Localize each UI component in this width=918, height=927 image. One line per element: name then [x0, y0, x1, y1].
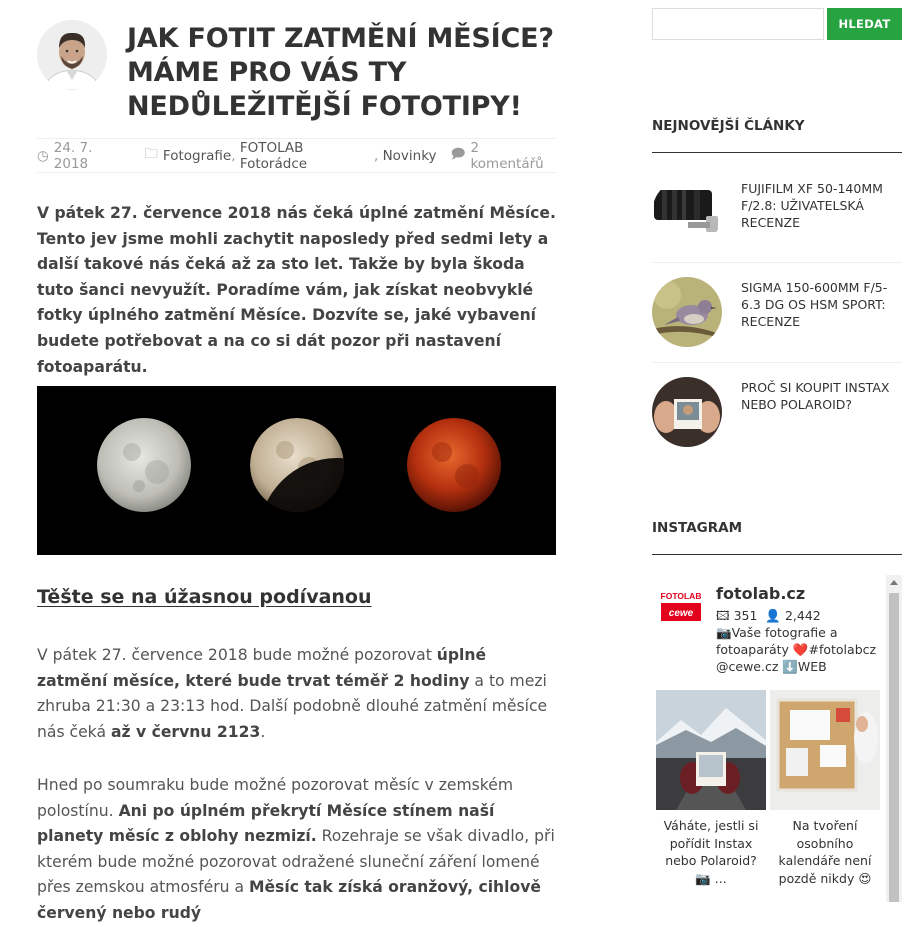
category-link-fotografie[interactable]: Fotografie: [162, 147, 232, 164]
latest-post-title[interactable]: SIGMA 150-600MM F/5-6.3 DG OS HSM SPORT: RECENZE: [741, 280, 888, 329]
author-avatar[interactable]: [37, 20, 107, 90]
logo-text-bottom: cewe: [668, 608, 694, 619]
comments-link[interactable]: 2 komentářů: [470, 139, 544, 172]
bird-thumbnail[interactable]: [652, 277, 722, 347]
instagram-post-caption[interactable]: Váháte, jestli si pořídit Instax nebo Polaroid? 📷 ...: [663, 818, 759, 886]
instagram-post-image[interactable]: [770, 690, 880, 810]
category-link-fotoradce[interactable]: FOTOLAB Fotorádce: [239, 139, 308, 172]
lens-thumbnail[interactable]: [652, 178, 722, 248]
folder-icon: 🗀: [144, 146, 158, 162]
instagram-username[interactable]: fotolab.cz: [716, 584, 806, 603]
paragraph-2: Hned po soumraku bude možné pozorovat měsíc v zemském polostínu. Ani po úplném překrytí Měsíce stínem naší planety měsíc z oblohy nezmizí. Rozehraje se však divadlo, při kterém bude možné pozorovat odražené sluneční záření lomené přes zemskou atmosféru a Měsíc tak získá oranžový, cihlově červený nebo rudý: [37, 776, 555, 922]
instagram-scrollbar[interactable]: [886, 575, 902, 902]
posts-count: 351: [733, 608, 758, 623]
user-icon: 👤: [765, 608, 781, 623]
paragraph-1: V pátek 27. července 2018 bude možné pozorovat úplné zatmění měsíce, které bude trvat téměř 2 hodiny a to mezi zhruba 21:30 a 23:13 hod. Další podobně dlouhé zatmění měsíce nás čeká až v červnu 2123.: [37, 646, 548, 741]
latest-post-title[interactable]: FUJIFILM XF 50-140MM F/2.8: UŽIVATELSKÁ RECENZE: [741, 181, 883, 230]
instagram-post-caption[interactable]: Na tvoření osobního kalendáře není pozdě nikdy 😍: [778, 818, 872, 886]
instagram-post-image[interactable]: [656, 690, 766, 810]
scroll-up-icon[interactable]: [890, 580, 898, 585]
eclipse-image: [37, 386, 556, 555]
latest-post-title[interactable]: PROČ SI KOUPIT INSTAX NEBO POLAROID?: [741, 380, 890, 412]
scrollbar-thumb[interactable]: [889, 593, 899, 902]
section-heading: Těšte se na úžasnou podívanou: [37, 586, 372, 608]
divider: [652, 362, 902, 363]
search-input[interactable]: [652, 8, 824, 40]
comment-icon: 🗩: [450, 146, 466, 162]
clock-icon: ◷: [37, 147, 49, 164]
post-date: 24. 7. 2018: [53, 139, 93, 172]
article-title: JAK FOTIT ZATMĚNÍ MĚSÍCE? MÁME PRO VÁS TY NEDŮLEŽITĚJŠÍ FOTOTIPY!: [127, 23, 554, 122]
fotolab-logo[interactable]: [661, 589, 701, 623]
instagram-widget: [652, 575, 902, 902]
article-meta: ◷ 24. 7. 2018 🗀 Fotografie , FOTOLAB Fotorádce , Novinky 🗩 2 komentářů: [37, 138, 556, 173]
latest-post-item[interactable]: [652, 178, 902, 248]
image-icon: 🖾: [716, 608, 730, 623]
followers-count: 2,442: [784, 608, 821, 623]
latest-post-item[interactable]: [652, 377, 902, 447]
latest-post-item[interactable]: [652, 277, 902, 347]
instagram-bio: 📷Vaše fotografie a fotoaparáty ❤️#fotolabcz @cewe.cz ⬇️WEB: [716, 625, 877, 674]
article-lead: V pátek 27. července 2018 nás čeká úplné zatmění Měsíce. Tento jev jsme mohli zachytit naposledy před sedmi lety a další takové nás čeká až za sto let. Takže by byla škoda tuto šanci nevyužít. Poradíme vám, jak získat neobvyklé fotky úplného zatmění Měsíce. Dozvíte se, jaké vybavení budete potřebovat a na co si dát pozor při nastavení fotoaparátu.: [37, 204, 556, 376]
instagram-title: INSTAGRAM: [652, 520, 902, 555]
logo-text-top: FOTOLAB: [661, 591, 701, 601]
latest-articles-title: NEJNOVĚJŠÍ ČLÁNKY: [652, 118, 902, 153]
category-link-novinky[interactable]: Novinky: [382, 147, 437, 164]
instax-thumbnail[interactable]: [652, 377, 722, 447]
divider: [652, 262, 902, 263]
search-button[interactable]: HLEDAT: [827, 8, 902, 40]
